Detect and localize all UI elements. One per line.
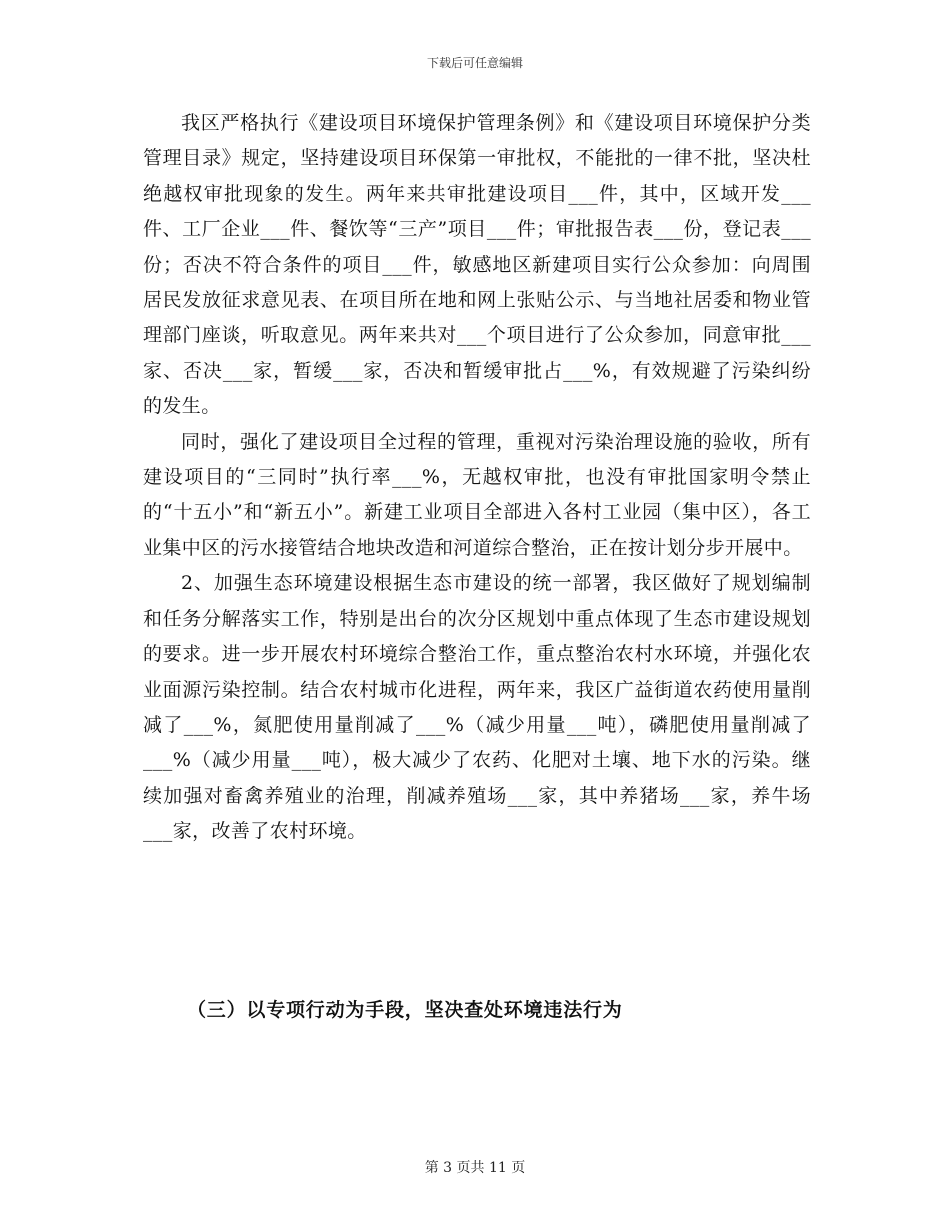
document-body (143, 106, 811, 850)
page-header: 下载后可任意编辑 (426, 56, 523, 70)
paragraph-ecology: 2、加强生态环境建设根据生态市建设的统一部署，我区做好了规划编制和任务分解落实工作，特别是出台的次分区规划中重点体现了生态市建设规划的要求。进一步开展农村环境综合整治工作，重点整治农村水环境，并强化农业面源污染控制。结合农村城市化进程，两年来，我区广益街道农药使用量削减了___%，氮肥使用量削减了___%（减少用量___吨），磷肥使用量削减了___%（减少用量___吨），极大减少了农药、化肥对土壤、地下水的污染。继续加强对畜禽养殖业的治理，削减养殖场___家，其中养猪场___家，养牛场___家，改善了农村环境。 (143, 572, 811, 843)
section-heading: （三）以专项行动为手段，坚决查处环境违法行为 (187, 999, 623, 1021)
page-number: 第 3 页共 11 页 (424, 1160, 526, 1176)
paragraph-approval: 我区严格执行《建设项目环境保护管理条例》和《建设项目环境保护分类管理目录》规定，坚持建设项目环保第一审批权，不能批的一律不批，坚决杜绝越权审批现象的发生。两年来共审批建设项目___件，其中，区域开发___件、工厂企业___件、餐饮等“三产”项目___件；审批报告表___份，登记表___份；否决不符合条件的项目___件，敏感地区新建项目实行公众参加：向周围居民发放征求意见表、在项目所在地和网上张贴公示、与当地社居委和物业管理部门座谈，听取意见。两年来共对___个项目进行了公众参加，同意审批___家、否决___家，暂缓___家，否决和暂缓审批占___%，有效规避了污染纠纷的发生。 (143, 112, 811, 418)
paragraph-process-management: 同时，强化了建设项目全过程的管理，重视对污染治理设施的验收，所有建设项目的“三同时”执行率___%，无越权审批，也没有审批国家明令禁止的“十五小”和“新五小”。新建工业项目全部进入各村工业园（集中区），各工业集中区的污水接管结合地块改造和河道综合整治，正在按计划分步开展中。 (143, 430, 811, 559)
